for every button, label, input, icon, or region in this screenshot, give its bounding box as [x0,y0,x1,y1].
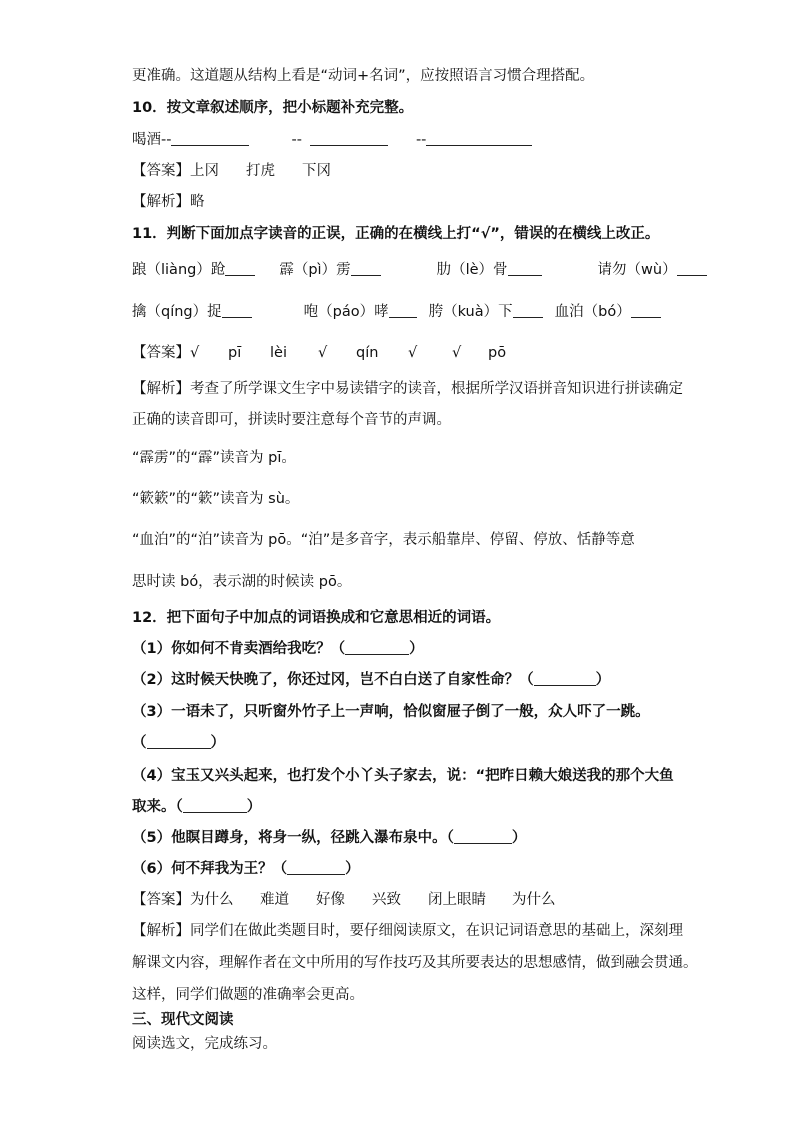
q12-analysis-2: 解课文内容，理解作者在文中所用的写作技巧及其所要表达的思想感情，做到融会贯通。 [132,955,698,971]
pinyin-item: 咆（páo）哮 [303,304,389,320]
answer-item: 打虎 [246,163,275,179]
open-paren: （ [132,735,147,751]
close-paren: ） [409,641,424,657]
q11-answer [132,343,506,363]
q10-answer [132,161,331,181]
q12-sentence-6 [132,859,360,879]
sentence-text: 取来。（ [132,799,183,815]
answer-item: pō [488,345,507,361]
answer-item: 为什么 [512,892,556,908]
q10-arrow-1: -- [291,132,302,148]
close-paren: ） [345,861,360,877]
q12-answer [132,890,556,910]
sentence-text: （5）他瞑目蹲身，将身一纵，径跳入瀑布泉中。（ [132,830,454,846]
q11-analysis-1 [132,379,683,399]
intro-line: 更准确。这道题从结构上看是“动词+名词”，应按照语言习惯合理搭配。 [132,68,595,84]
q10-prompt [132,130,532,150]
close-paren: ） [511,830,527,846]
q12-blank-1[interactable] [345,639,409,655]
answer-label: 【答案】 [132,892,190,908]
q10-title: 10．按文章叙述顺序，把小标题补充完整。 [132,100,414,116]
answer-item: √ [452,345,462,361]
q10-blank-1[interactable] [171,130,249,146]
pinyin-item: 请勿（wù） [597,262,677,278]
pinyin-blank[interactable] [508,260,542,276]
section-3-title: 三、现代文阅读 [132,1012,234,1028]
section-3-instruction: 阅读选文，完成练习。 [132,1036,277,1052]
answer-item: 好像 [316,892,345,908]
q11-note-3: “血泊”的“泊”读音为 pō。“泊”是多音字，表示船靠岸、停留、停放、恬静等意 [132,532,635,548]
sentence-text: （1）你如何不肯卖酒给我吃？（ [132,641,346,657]
pinyin-item: 血泊（bó） [554,304,631,320]
pinyin-blank[interactable] [513,302,543,318]
analysis-label: 【解析】 [132,194,190,210]
pinyin-item: 擒（qíng）捉 [132,304,222,320]
answer-item: √ [408,345,418,361]
q11-title: 11．判断下面加点字读音的正误，正确的在横线上打“√”，错误的在横线上改正。 [132,226,660,242]
q10-blank-2[interactable] [310,130,388,146]
q12-sentence-4b [132,797,261,817]
answer-item: 兴致 [372,892,401,908]
q12-blank-4[interactable] [183,797,247,813]
q12-analysis-1 [132,921,683,941]
answer-item: √ [190,345,200,361]
q11-analysis-2: 正确的读音即可，拼读时要注意每个音节的声调。 [132,412,451,428]
pinyin-blank[interactable] [222,302,252,318]
q10-start: 喝酒-- [132,132,172,148]
q11-row-2 [132,302,661,322]
q12-sentence-3-blank-line [132,733,225,753]
q12-sentence-5 [132,828,526,848]
analysis-text: 考查了所学课文生字中易读错字的读音，根据所学汉语拼音知识进行拼读确定 [190,381,683,397]
sentence-text: （6）何不拜我为王？（ [132,861,288,877]
q12-blank-6[interactable] [287,859,345,875]
q11-row-1 [132,260,707,280]
answer-item: 难道 [260,892,289,908]
answer-label: 【答案】 [132,163,190,179]
q10-analysis [132,192,205,212]
q12-blank-5[interactable] [454,828,512,844]
q12-sentence-4a: （4）宝玉又兴头起来，也打发个小丫头子家去，说：“把昨日赖大娘送我的那个大鱼 [132,768,674,784]
answer-item: lèi [270,345,287,361]
analysis-text: 同学们在做此类题目时，要仔细阅读原文，在识记词语意思的基础上，深刻理 [190,923,683,939]
answer-item: √ [318,345,328,361]
pinyin-item: 肋（lè）骨 [436,262,508,278]
q10-arrow-2: -- [415,132,427,148]
q12-analysis-3: 这样，同学们做题的准确率会更高。 [132,987,364,1003]
pinyin-item: 踉（liàng）跄 [132,262,226,278]
answer-item: 下冈 [302,163,331,179]
pinyin-item: 霹（pì）雳 [279,262,351,278]
close-paren: ） [210,735,225,751]
pinyin-blank[interactable] [631,302,661,318]
answer-item: 为什么 [190,892,234,908]
answer-item: qín [356,345,379,361]
q12-sentence-2 [132,670,610,690]
q11-note-2: “簌簌”的“簌”读音为 sù。 [132,491,300,507]
q11-note-1: “霹雳”的“霹”读音为 pī。 [132,450,296,466]
analysis-label: 【解析】 [132,923,190,939]
answer-item: 闭上眼睛 [428,892,486,908]
q11-note-4: 思时读 bó，表示湖的时候读 pō。 [132,574,352,590]
analysis-text: 略 [190,194,205,210]
answer-item: pī [228,345,242,361]
pinyin-blank[interactable] [677,260,707,276]
pinyin-blank[interactable] [225,260,255,276]
pinyin-blank[interactable] [389,302,417,318]
pinyin-blank[interactable] [351,260,381,276]
answer-item: 上冈 [190,163,219,179]
sentence-text: （2）这时候天快晚了，你还过冈，岂不白白送了自家性命？（ [132,672,534,688]
close-paren: ） [246,799,262,815]
q12-title: 12．把下面句子中加点的词语换成和它意思相近的词语。 [132,610,501,626]
q12-blank-3[interactable] [147,733,211,749]
answer-label: 【答案】 [132,345,190,361]
analysis-label: 【解析】 [132,381,190,397]
q10-blank-3[interactable] [426,130,532,146]
q12-sentence-3: （3）一语未了，只听窗外竹子上一声响，恰似窗屉子倒了一般，众人吓了一跳。 [132,704,650,720]
q12-blank-2[interactable] [534,670,596,686]
close-paren: ） [595,672,611,688]
q12-sentence-1 [132,639,424,659]
pinyin-item: 胯（kuà）下 [428,304,513,320]
